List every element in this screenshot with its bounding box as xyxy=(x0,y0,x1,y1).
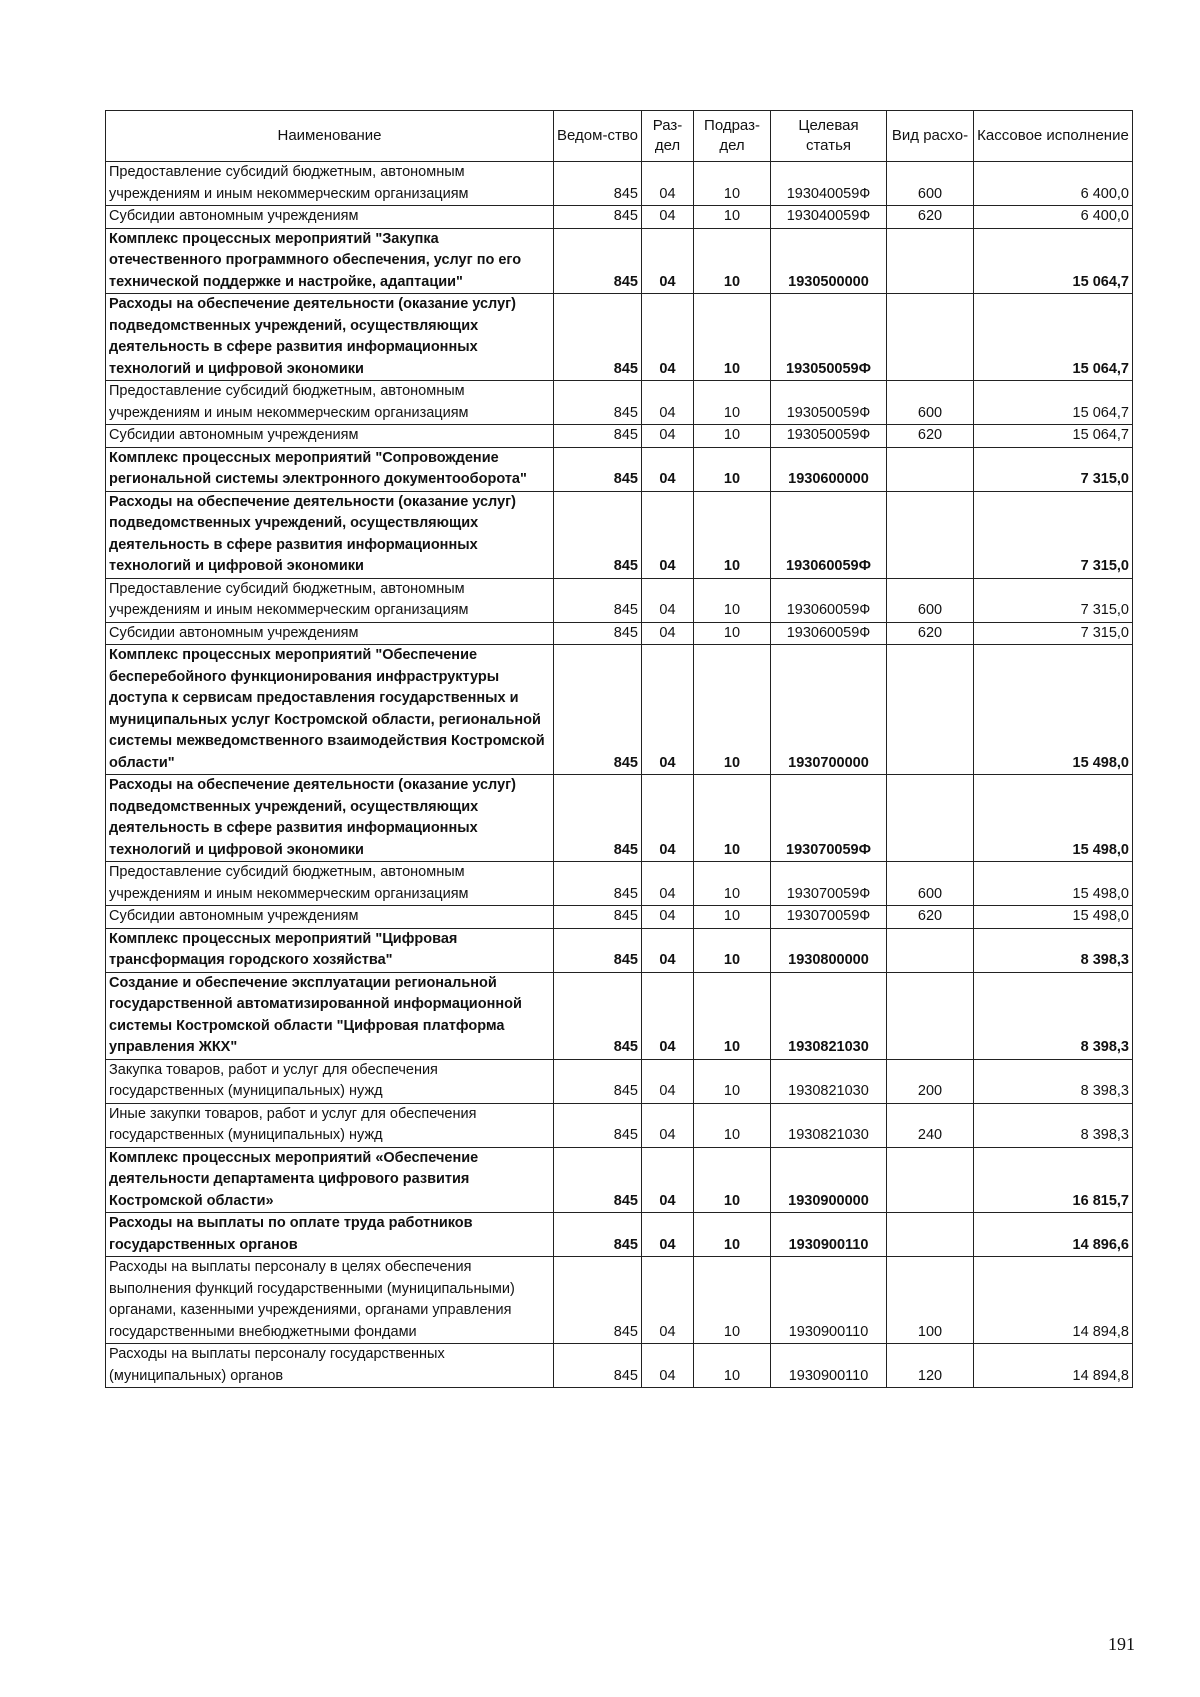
cell-target: 1930800000 xyxy=(771,928,887,972)
cell-amount: 8 398,3 xyxy=(974,1103,1133,1147)
cell-target: 1930700000 xyxy=(771,645,887,775)
cell-dept: 845 xyxy=(554,447,642,491)
cell-amount: 14 896,6 xyxy=(974,1213,1133,1257)
cell-subsection: 10 xyxy=(694,1059,771,1103)
cell-subsection: 10 xyxy=(694,425,771,448)
cell-section: 04 xyxy=(642,162,694,206)
cell-kind xyxy=(887,1147,974,1213)
cell-dept: 845 xyxy=(554,1257,642,1344)
table-row xyxy=(106,775,1133,862)
cell-kind: 600 xyxy=(887,862,974,906)
cell-kind xyxy=(887,775,974,862)
cell-amount: 14 894,8 xyxy=(974,1344,1133,1388)
cell-name: Иные закупки товаров, работ и услуг для обеспечения государственных (муниципальных) нужд xyxy=(106,1103,554,1147)
cell-subsection: 10 xyxy=(694,1147,771,1213)
cell-dept: 845 xyxy=(554,622,642,645)
table-row xyxy=(106,1213,1133,1257)
cell-target: 193070059Ф xyxy=(771,862,887,906)
cell-target: 1930821030 xyxy=(771,1059,887,1103)
cell-name: Комплекс процессных мероприятий "Закупка отечественного программного обеспечения, услуг по его технической поддержке и настройке, адаптации" xyxy=(106,228,554,294)
cell-section: 04 xyxy=(642,622,694,645)
cell-name: Расходы на обеспечение деятельности (оказание услуг) подведомственных учреждений, осуществляющих деятельность в сфере развития информационных технологий и цифровой экономики xyxy=(106,775,554,862)
header-kind: Вид расхо- xyxy=(887,111,974,162)
cell-name: Расходы на выплаты персоналу в целях обеспечения выполнения функций государственными (муниципальными) органами, казенными учреждениями, органами управления государственными внебюджетными фондами xyxy=(106,1257,554,1344)
cell-kind: 200 xyxy=(887,1059,974,1103)
cell-name: Комплекс процессных мероприятий «Обеспечение деятельности департамента цифрового развития Костромской области» xyxy=(106,1147,554,1213)
cell-section: 04 xyxy=(642,447,694,491)
cell-kind xyxy=(887,972,974,1059)
cell-section: 04 xyxy=(642,206,694,229)
cell-name: Субсидии автономным учреждениям xyxy=(106,206,554,229)
cell-target: 193070059Ф xyxy=(771,906,887,929)
cell-subsection: 10 xyxy=(694,972,771,1059)
table-row xyxy=(106,645,1133,775)
cell-kind: 620 xyxy=(887,622,974,645)
cell-subsection: 10 xyxy=(694,775,771,862)
cell-subsection: 10 xyxy=(694,906,771,929)
cell-subsection: 10 xyxy=(694,1213,771,1257)
cell-name: Создание и обеспечение эксплуатации региональной государственной автоматизированной информационной системы Костромской области "Цифровая платформа управления ЖКХ" xyxy=(106,972,554,1059)
cell-target: 193040059Ф xyxy=(771,162,887,206)
cell-subsection: 10 xyxy=(694,447,771,491)
cell-section: 04 xyxy=(642,425,694,448)
table-row xyxy=(106,862,1133,906)
cell-section: 04 xyxy=(642,972,694,1059)
budget-sheet xyxy=(105,110,1132,1388)
cell-kind xyxy=(887,491,974,578)
cell-target: 193050059Ф xyxy=(771,294,887,381)
cell-target: 1930900110 xyxy=(771,1344,887,1388)
table-row xyxy=(106,1147,1133,1213)
cell-kind: 620 xyxy=(887,906,974,929)
cell-kind xyxy=(887,228,974,294)
table-row xyxy=(106,206,1133,229)
cell-dept: 845 xyxy=(554,862,642,906)
page-number: 191 xyxy=(1108,1634,1135,1654)
cell-name: Предоставление субсидий бюджетным, автономным учреждениям и иным некоммерческим организациям xyxy=(106,862,554,906)
table-row xyxy=(106,447,1133,491)
cell-dept: 845 xyxy=(554,578,642,622)
cell-section: 04 xyxy=(642,906,694,929)
cell-amount: 14 894,8 xyxy=(974,1257,1133,1344)
cell-kind: 600 xyxy=(887,381,974,425)
cell-kind: 240 xyxy=(887,1103,974,1147)
table-row xyxy=(106,294,1133,381)
cell-dept: 845 xyxy=(554,906,642,929)
cell-kind xyxy=(887,645,974,775)
cell-dept: 845 xyxy=(554,775,642,862)
cell-section: 04 xyxy=(642,775,694,862)
cell-section: 04 xyxy=(642,1059,694,1103)
cell-dept: 845 xyxy=(554,1344,642,1388)
cell-amount: 8 398,3 xyxy=(974,1059,1133,1103)
cell-name: Комплекс процессных мероприятий "Цифровая трансформация городского хозяйства" xyxy=(106,928,554,972)
cell-subsection: 10 xyxy=(694,228,771,294)
header-target: Целевая статья xyxy=(771,111,887,162)
cell-target: 1930600000 xyxy=(771,447,887,491)
cell-name: Субсидии автономным учреждениям xyxy=(106,906,554,929)
cell-amount: 15 498,0 xyxy=(974,862,1133,906)
cell-name: Комплекс процессных мероприятий "Обеспечение бесперебойного функционирования инфраструктуры доступа к сервисам предоставления государственных и муниципальных услуг Костромской области, региональной системы межведомственного взаимодействия Костромской области" xyxy=(106,645,554,775)
header-name: Наименование xyxy=(106,111,554,162)
cell-section: 04 xyxy=(642,645,694,775)
cell-amount: 6 400,0 xyxy=(974,162,1133,206)
cell-amount: 8 398,3 xyxy=(974,972,1133,1059)
cell-dept: 845 xyxy=(554,1059,642,1103)
cell-kind: 600 xyxy=(887,578,974,622)
cell-target: 193050059Ф xyxy=(771,425,887,448)
cell-dept: 845 xyxy=(554,228,642,294)
table-row xyxy=(106,928,1133,972)
cell-subsection: 10 xyxy=(694,1103,771,1147)
cell-target: 193060059Ф xyxy=(771,622,887,645)
cell-name: Расходы на выплаты по оплате труда работников государственных органов xyxy=(106,1213,554,1257)
cell-amount: 7 315,0 xyxy=(974,447,1133,491)
cell-name: Закупка товаров, работ и услуг для обеспечения государственных (муниципальных) нужд xyxy=(106,1059,554,1103)
cell-subsection: 10 xyxy=(694,381,771,425)
cell-name: Предоставление субсидий бюджетным, автономным учреждениям и иным некоммерческим организациям xyxy=(106,162,554,206)
cell-dept: 845 xyxy=(554,1103,642,1147)
cell-kind xyxy=(887,447,974,491)
cell-amount: 15 498,0 xyxy=(974,645,1133,775)
cell-amount: 15 064,7 xyxy=(974,228,1133,294)
table-header xyxy=(106,111,1133,162)
cell-name: Расходы на выплаты персоналу государственных (муниципальных) органов xyxy=(106,1344,554,1388)
cell-name: Расходы на обеспечение деятельности (оказание услуг) подведомственных учреждений, осуществляющих деятельность в сфере развития информационных технологий и цифровой экономики xyxy=(106,491,554,578)
cell-dept: 845 xyxy=(554,928,642,972)
cell-subsection: 10 xyxy=(694,1257,771,1344)
header-section: Раз-дел xyxy=(642,111,694,162)
cell-dept: 845 xyxy=(554,381,642,425)
table-row xyxy=(106,1344,1133,1388)
table-row xyxy=(106,578,1133,622)
cell-section: 04 xyxy=(642,1213,694,1257)
cell-amount: 15 064,7 xyxy=(974,294,1133,381)
cell-section: 04 xyxy=(642,928,694,972)
header-amount: Кассовое исполнение xyxy=(974,111,1133,162)
cell-name: Предоставление субсидий бюджетным, автономным учреждениям и иным некоммерческим организациям xyxy=(106,578,554,622)
table-row xyxy=(106,906,1133,929)
cell-name: Субсидии автономным учреждениям xyxy=(106,622,554,645)
cell-dept: 845 xyxy=(554,491,642,578)
cell-section: 04 xyxy=(642,491,694,578)
cell-amount: 15 064,7 xyxy=(974,425,1133,448)
cell-dept: 845 xyxy=(554,972,642,1059)
cell-amount: 15 498,0 xyxy=(974,906,1133,929)
cell-section: 04 xyxy=(642,1147,694,1213)
cell-kind: 600 xyxy=(887,162,974,206)
table-row xyxy=(106,1103,1133,1147)
cell-dept: 845 xyxy=(554,294,642,381)
cell-name: Предоставление субсидий бюджетным, автономным учреждениям и иным некоммерческим организациям xyxy=(106,381,554,425)
cell-amount: 8 398,3 xyxy=(974,928,1133,972)
table-row xyxy=(106,972,1133,1059)
table-row xyxy=(106,425,1133,448)
cell-section: 04 xyxy=(642,578,694,622)
cell-target: 1930500000 xyxy=(771,228,887,294)
cell-kind: 100 xyxy=(887,1257,974,1344)
cell-section: 04 xyxy=(642,1257,694,1344)
cell-amount: 6 400,0 xyxy=(974,206,1133,229)
table-body xyxy=(106,162,1133,1388)
header-subsection: Подраз-дел xyxy=(694,111,771,162)
cell-amount: 16 815,7 xyxy=(974,1147,1133,1213)
cell-amount: 15 498,0 xyxy=(974,775,1133,862)
table-row xyxy=(106,491,1133,578)
cell-kind: 120 xyxy=(887,1344,974,1388)
cell-target: 1930821030 xyxy=(771,1103,887,1147)
table-row xyxy=(106,162,1133,206)
cell-section: 04 xyxy=(642,1344,694,1388)
cell-name: Комплекс процессных мероприятий "Сопровождение региональной системы электронного документооборота" xyxy=(106,447,554,491)
cell-kind xyxy=(887,1213,974,1257)
cell-section: 04 xyxy=(642,862,694,906)
cell-subsection: 10 xyxy=(694,928,771,972)
cell-target: 1930900110 xyxy=(771,1213,887,1257)
cell-target: 1930900110 xyxy=(771,1257,887,1344)
table-row xyxy=(106,381,1133,425)
cell-subsection: 10 xyxy=(694,622,771,645)
cell-target: 193070059Ф xyxy=(771,775,887,862)
cell-amount: 7 315,0 xyxy=(974,622,1133,645)
cell-target: 193040059Ф xyxy=(771,206,887,229)
cell-target: 193060059Ф xyxy=(771,491,887,578)
cell-amount: 15 064,7 xyxy=(974,381,1133,425)
cell-dept: 845 xyxy=(554,1213,642,1257)
cell-subsection: 10 xyxy=(694,1344,771,1388)
cell-amount: 7 315,0 xyxy=(974,578,1133,622)
table-row xyxy=(106,622,1133,645)
cell-section: 04 xyxy=(642,1103,694,1147)
cell-kind xyxy=(887,928,974,972)
cell-kind: 620 xyxy=(887,206,974,229)
cell-dept: 845 xyxy=(554,206,642,229)
cell-name: Субсидии автономным учреждениям xyxy=(106,425,554,448)
cell-dept: 845 xyxy=(554,162,642,206)
cell-section: 04 xyxy=(642,294,694,381)
cell-subsection: 10 xyxy=(694,294,771,381)
cell-section: 04 xyxy=(642,381,694,425)
cell-dept: 845 xyxy=(554,645,642,775)
cell-subsection: 10 xyxy=(694,491,771,578)
table-row xyxy=(106,1257,1133,1344)
cell-amount: 7 315,0 xyxy=(974,491,1133,578)
cell-kind xyxy=(887,294,974,381)
cell-subsection: 10 xyxy=(694,578,771,622)
cell-target: 193050059Ф xyxy=(771,381,887,425)
cell-target: 1930821030 xyxy=(771,972,887,1059)
cell-kind: 620 xyxy=(887,425,974,448)
cell-target: 193060059Ф xyxy=(771,578,887,622)
cell-dept: 845 xyxy=(554,1147,642,1213)
cell-name: Расходы на обеспечение деятельности (оказание услуг) подведомственных учреждений, осуществляющих деятельность в сфере развития информационных технологий и цифровой экономики xyxy=(106,294,554,381)
cell-subsection: 10 xyxy=(694,645,771,775)
cell-dept: 845 xyxy=(554,425,642,448)
budget-table xyxy=(105,110,1133,1388)
cell-subsection: 10 xyxy=(694,162,771,206)
cell-target: 1930900000 xyxy=(771,1147,887,1213)
table-row xyxy=(106,228,1133,294)
cell-section: 04 xyxy=(642,228,694,294)
cell-subsection: 10 xyxy=(694,206,771,229)
table-row xyxy=(106,1059,1133,1103)
header-dept: Ведом-ство xyxy=(554,111,642,162)
cell-subsection: 10 xyxy=(694,862,771,906)
